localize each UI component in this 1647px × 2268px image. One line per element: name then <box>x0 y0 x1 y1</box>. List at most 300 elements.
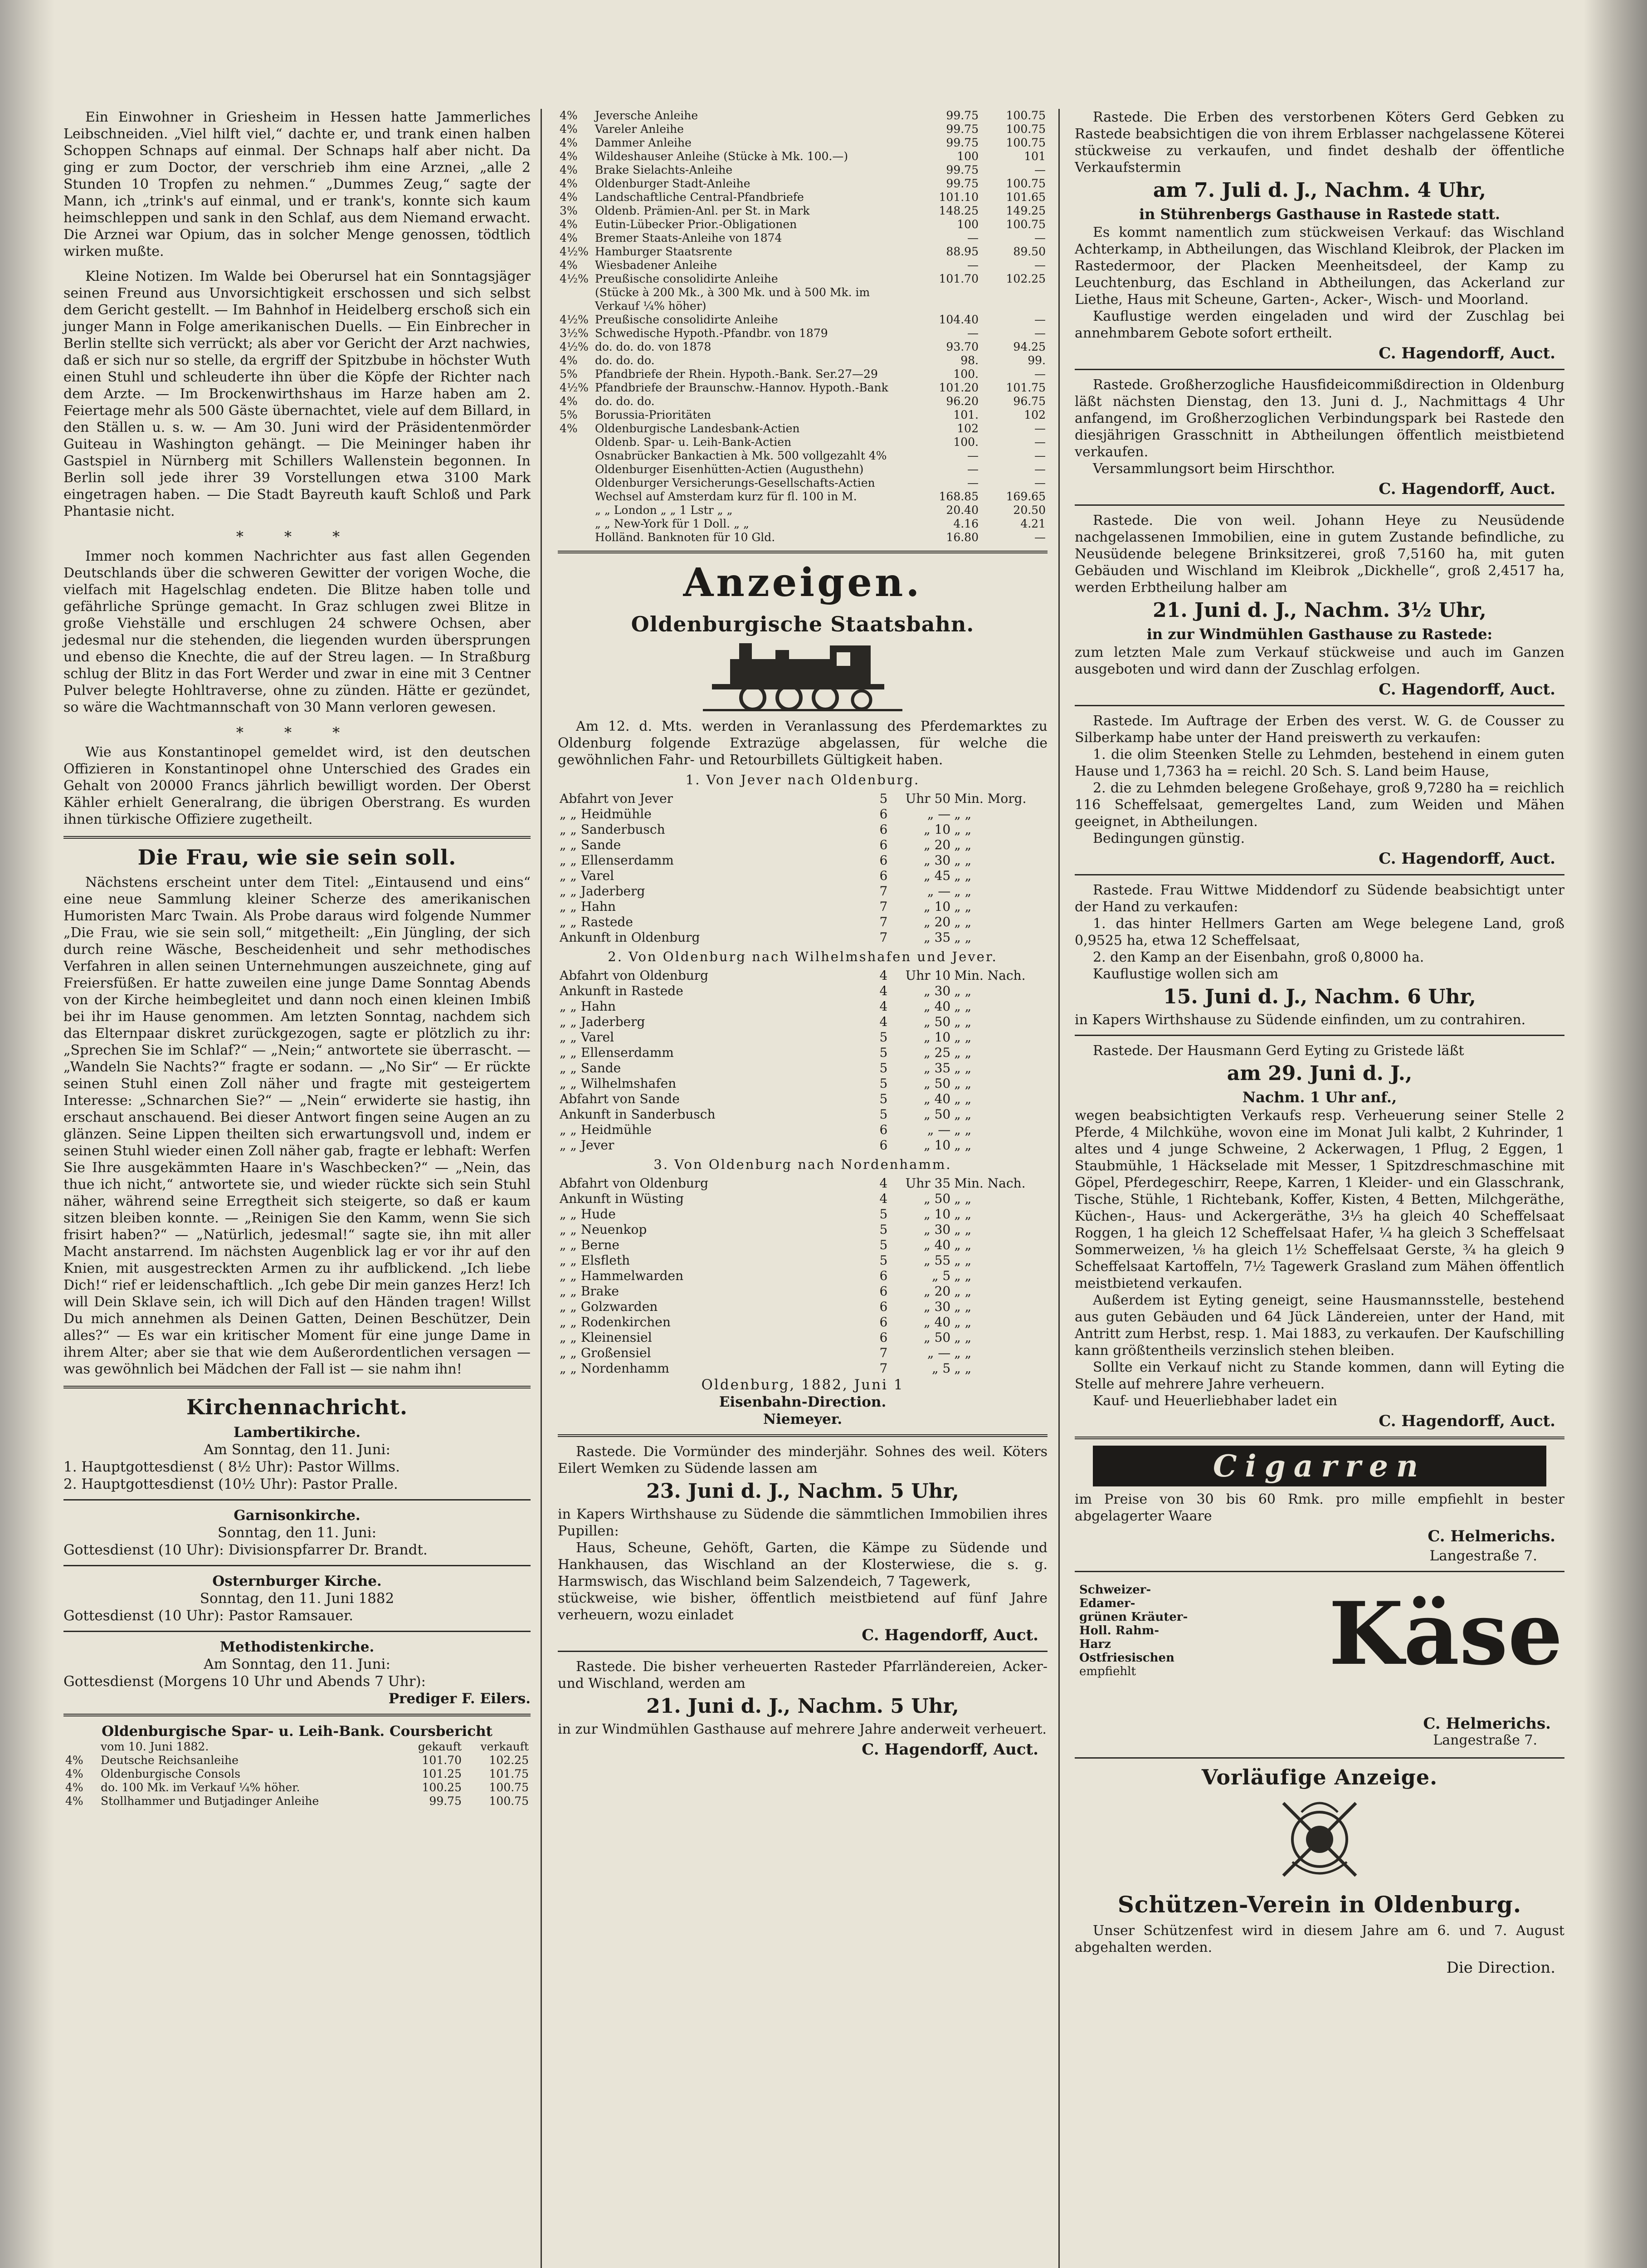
table-cell: 4 <box>879 1191 888 1206</box>
table-cell: Oldenburger Versicherungs-Gesellschafts-Actien <box>595 476 875 489</box>
church-date: Am Sonntag, den 11. Juni: <box>204 1656 390 1672</box>
table-cell: „ „ <box>954 930 972 945</box>
table-row <box>558 1253 1048 1268</box>
table-cell: 101.75 <box>1006 381 1046 394</box>
ad-heye-place: in zur Windmühlen Gasthause zu Rastede: <box>1146 626 1493 643</box>
table-row <box>558 791 1048 807</box>
ad-middendorf-date: 15. Juni d. J., Nachm. 6 Uhr, <box>1163 985 1476 1008</box>
ad-middendorf-intro: Rastede. Frau Wittwe Middendorf zu Südende beabsichtigt unter der Hand zu verkaufen: <box>1075 882 1564 915</box>
ad-middendorf-terms: Kauflustige wollen sich am <box>1093 966 1279 982</box>
ad-wemken-date: 23. Juni d. J., Nachm. 5 Uhr, <box>646 1480 959 1503</box>
table-cell: 98. <box>960 354 979 367</box>
table-cell: — <box>967 449 979 462</box>
table-cell: 4% <box>560 395 578 408</box>
cigarren-text: im Preise von 30 bis 60 Rmk. pro mille empfiehlt in bester abgelagerter Waare <box>1075 1491 1564 1524</box>
table-cell <box>558 490 593 503</box>
church-name: Methodistenkirche. <box>219 1639 375 1655</box>
divider <box>1075 705 1564 706</box>
church-date: Am Sonntag, den 11. Juni: <box>204 1442 390 1458</box>
table-row <box>558 122 1048 136</box>
table-cell: 6 <box>879 1268 888 1283</box>
cigarren-address: Langestraße 7. <box>1429 1548 1537 1564</box>
church-service: 1. Hauptgottesdienst ( 8½ Uhr): Pastor Willms. <box>63 1459 400 1475</box>
table-row <box>558 853 1048 868</box>
table-cell: 4½% <box>560 313 589 326</box>
table-cell: 4% <box>560 191 578 204</box>
table-cell: „ „ Varel <box>560 868 614 883</box>
table-row <box>558 150 1048 163</box>
table-cell: 99. <box>1028 354 1046 367</box>
table-cell: 100.75 <box>1006 109 1046 122</box>
column-3 <box>1075 109 1564 1979</box>
article-kleine-notizen: Kleine Notizen. Im Walde bei Oberursel hat ein Sonntagsjäger seinen Freund aus Unvorsichtigkeit erschossen und sich selbst dem Gericht gestellt. — Im Bahnhof in Heidelberg erschoß sich ein junger Mann in Folge amerikanischen Duells. — Ein Einbrecher in Berlin stellte sich verrückt; als aber vor Gericht der Arzt nachwies, daß er sich nur so stelle, da ergriff der Spitzbube in höchster Wuth einen Stuhl und schleuderte ihn über die Köpfe der Richter nach dem Arzte. — Im Brockenwirthshaus im Harze haben am 2. Feiertage mehr als 500 Gäste übernachtet, viele auf dem Billard, in den Ställen u. s. w. — Am 30. Juni wird der Präsidentenmörder Guiteau in Washington gehängt. — Die Meininger haben ihr Gastspiel in Nürnberg mit Schillers Wallenstein begonnen. In Berlin soll jede ihrer 39 Vorstellungen etwa 3100 Mark eingetragen haben. — Die Stadt Bayreuth kauft Schloß und Park Phantasie nicht. <box>63 269 531 519</box>
table-row <box>558 191 1048 204</box>
table-cell: Oldenburger Stadt-Anleihe <box>595 177 750 190</box>
ad-wemken-intro: Rastede. Die Vormünder des minderjähr. Sohnes des weil. Köters Eilert Wemken zu Südende lassen am <box>558 1444 1048 1476</box>
column-rule <box>541 109 542 2268</box>
table-cell: 4 <box>879 999 888 1014</box>
ad-eyting-invite: Kauf- und Heuerliebhaber ladet ein <box>1093 1393 1337 1409</box>
table-cell: 20.50 <box>1013 503 1046 517</box>
divider <box>1075 1035 1564 1036</box>
table-row <box>558 245 1048 259</box>
table-cell: Wildeshauser Anleihe (Stücke à Mk. 100.—) <box>595 150 848 163</box>
table-row <box>558 327 1048 340</box>
table-cell: „ 50 <box>924 1076 951 1091</box>
kaese-variety: grünen Kräuter- <box>1079 1610 1188 1624</box>
church-garnison <box>63 1507 531 1559</box>
table-row <box>558 218 1048 231</box>
divider <box>558 1434 1048 1437</box>
table-cell: „ „ <box>954 914 972 929</box>
table-row <box>558 1122 1048 1138</box>
table-cell: 5 <box>879 1030 888 1045</box>
table-row <box>558 490 1048 503</box>
table-row <box>63 1767 531 1781</box>
column-2 <box>558 109 1048 1760</box>
table-cell: 4½% <box>560 340 589 353</box>
table-cell: „ „ <box>954 1191 972 1206</box>
table-cell: „ 40 <box>924 1091 951 1106</box>
ad-gebken-intro: Rastede. Die Erben des verstorbenen Köters Gerd Gebken zu Rastede beabsichtigen die von ihrem Erblasser nachgelassene Köterei stückweise zu verkaufen, und findet deshalb der öffentliche Verkaufstermin <box>1075 109 1564 176</box>
table-cell: 5 <box>879 1207 888 1222</box>
table-cell: „ „ Jever <box>560 1138 614 1153</box>
divider <box>1075 1571 1564 1572</box>
table-cell: Jeversche Anleihe <box>595 109 698 122</box>
table-row <box>558 822 1048 837</box>
table-cell: 6 <box>879 1330 888 1345</box>
ad-eyting-stelle: Außerdem ist Eyting geneigt, seine Hausmannsstelle, bestehend aus guten Gebäuden und 64 Jück Ländereien, unter der Hand, mit Antritt zum Herbst, resp. 1. Mai 1883, zu verkaufen. Der Kaufschilling kann größtentheils verzinslich stehen bleiben. <box>1075 1292 1564 1359</box>
table-cell: „ „ <box>954 1315 972 1330</box>
table-cell: 5% <box>560 367 578 381</box>
table-row <box>63 1794 531 1808</box>
table-row <box>558 259 1048 272</box>
ad-cousser-intro: Rastede. Im Auftrage der Erben des verst. W. G. de Cousser zu Silberkamp habe unter der Hand preiswerth zu verkaufen: <box>1075 713 1564 746</box>
kaese-ad <box>1075 1579 1564 1751</box>
table-cell: „ 30 <box>924 853 951 868</box>
sell-cell: 100.75 <box>489 1794 529 1808</box>
table-cell: 99.75 <box>946 122 979 136</box>
table-cell: „ 40 <box>924 999 951 1014</box>
table-cell: 4% <box>560 136 578 149</box>
table-cell: Pfandbriefe der Rhein. Hypoth.-Bank. Ser.27—29 <box>595 367 878 381</box>
table-cell: 4% <box>560 163 578 176</box>
ad-cousser-item: Bedingungen günstig. <box>1093 831 1245 846</box>
table-cell: „ „ Berne <box>560 1237 619 1252</box>
ad-signature: C. Hagendorff, Auct. <box>862 1626 1038 1644</box>
table-row <box>558 1091 1048 1107</box>
buy-cell: 101.70 <box>422 1754 462 1767</box>
divider <box>63 1499 531 1501</box>
rate-cell: 4% <box>65 1794 83 1808</box>
ad-gebken-terms: Kauflustige werden eingeladen und wird der Zuschlag bei annehmbarem Gebote sofort ertheilt. <box>1075 308 1564 341</box>
table-cell: „ „ <box>954 999 972 1014</box>
ad-signature: C. Hagendorff, Auct. <box>1379 680 1555 699</box>
table-cell: „ „ Großensiel <box>560 1345 651 1360</box>
table-row <box>558 340 1048 354</box>
table-cell: 6 <box>879 822 888 837</box>
table-cell: 4 <box>879 968 888 983</box>
table-cell: — <box>1034 163 1046 176</box>
table-row <box>558 435 1048 449</box>
table-cell: Holländ. Banknoten für 10 Gld. <box>595 531 775 544</box>
table-cell: 100.75 <box>1006 218 1046 231</box>
table-cell: „ 45 <box>924 868 951 883</box>
table-cell <box>558 449 593 463</box>
ad-heye-terms: zum letzten Male zum Verkauf stückweise und auch im Ganzen ausgeboten und wird dann der Zuschlag erfolgen. <box>1075 645 1564 677</box>
route-title: 1. Von Jever nach Oldenburg. <box>685 772 920 787</box>
table-cell: Ankunft in Wüsting <box>560 1191 684 1206</box>
table-cell: 6 <box>879 1315 888 1330</box>
table-cell: „ „ <box>954 853 972 868</box>
table-cell: 7 <box>879 1345 888 1360</box>
table-row <box>558 313 1048 327</box>
table-cell: 4% <box>560 177 578 190</box>
table-cell: „ „ Hammelwarden <box>560 1268 684 1283</box>
heading-anzeigen: Anzeigen. <box>683 560 922 606</box>
table-cell: „ „ <box>954 899 972 914</box>
ad-signature: C. Hagendorff, Auct. <box>1379 344 1555 362</box>
divider <box>63 1565 531 1566</box>
table-cell: 7 <box>879 884 888 899</box>
table-row <box>558 1268 1048 1284</box>
cigarren-banner: Cigarren <box>1093 1446 1546 1486</box>
table-cell: do. do. do. <box>595 354 655 367</box>
table-row <box>558 1014 1048 1030</box>
table-cell: (Stücke à 200 Mk., à 300 Mk. und à 500 Mk. im Verkauf ¼% höher) <box>595 286 870 313</box>
ad-cousser-item: 2. die zu Lehmden belegene Großehaye, groß 9,7280 ha = reichlich 116 Scheffelsaat, gemergeltes Land, zum Weiden und Mähen geeignet, in Abtheilungen. <box>1075 780 1564 830</box>
table-cell: 5 <box>879 1061 888 1075</box>
ad-eyting-heuer: Sollte ein Verkauf nicht zu Stande kommen, dann will Eyting die Stelle auf mehrere Jahre verheuern. <box>1075 1359 1564 1392</box>
bank-header-cell: verkauft <box>480 1740 529 1753</box>
table-row <box>558 1138 1048 1153</box>
table-cell: „ 10 <box>924 1207 951 1222</box>
table-row <box>558 109 1048 122</box>
table-cell: 4% <box>560 150 578 163</box>
table-cell: 104.40 <box>939 313 979 326</box>
divider <box>63 1631 531 1632</box>
ad-gebken-date: am 7. Juli d. J., Nachm. 4 Uhr, <box>1153 179 1486 202</box>
table-cell: „ „ <box>954 1253 972 1268</box>
table-cell: „ „ <box>954 1222 972 1237</box>
table-cell: 102.25 <box>1006 272 1046 285</box>
table-row <box>558 899 1048 914</box>
table-row <box>558 163 1048 177</box>
sell-cell: 102.25 <box>489 1754 529 1767</box>
table-cell: 4.21 <box>1020 517 1046 530</box>
table-cell: 93.70 <box>946 340 979 353</box>
table-cell: 5 <box>879 1237 888 1252</box>
table-cell: 6 <box>879 837 888 852</box>
table-cell: 149.25 <box>1006 204 1046 217</box>
table-cell: „ „ Varel <box>560 1030 614 1045</box>
table-cell <box>558 503 593 517</box>
ad-wemken-items: Haus, Scheune, Gehöft, Garten, die Kämpe zu Südende und Hankhausen, das Wischland an der Klosterwiese, die s. g. Harmswisch, das Wischland beim Salzendeich, 7 Tagewerk, <box>558 1540 1048 1589</box>
table-cell: „ „ <box>954 1030 972 1045</box>
table-row <box>558 968 1048 983</box>
table-cell: 4% <box>560 422 578 435</box>
table-cell: „ 30 <box>924 983 951 998</box>
table-cell: Wechsel auf Amsterdam kurz für fl. 100 in M. <box>595 490 857 503</box>
table-cell: „ 50 <box>924 1107 951 1122</box>
table-cell: 96.75 <box>1013 395 1046 408</box>
rate-cell: 4% <box>65 1754 83 1767</box>
table-cell: „ „ Nordenhamm <box>560 1361 669 1376</box>
table-cell: — <box>1034 435 1046 449</box>
table-cell: „ „ New-York für 1 Doll. „ „ <box>595 517 749 530</box>
table-cell <box>558 435 593 449</box>
divider <box>1075 874 1564 875</box>
table-cell: 3½% <box>560 327 589 340</box>
church-preacher: Prediger F. Eilers. <box>388 1691 531 1707</box>
separator-stars: * * * <box>236 724 358 741</box>
table-row <box>558 449 1048 463</box>
table-cell: — <box>1034 313 1046 326</box>
table-cell: „ „ Wilhelmshafen <box>560 1076 677 1091</box>
table-cell: Schwedische Hypoth.-Pfandbr. von 1879 <box>595 327 828 340</box>
ad-pfarr-place: in zur Windmühlen Gasthause auf mehrere Jahre anderweit verheuert. <box>558 1721 1047 1737</box>
table-cell: 4½% <box>560 272 589 285</box>
table-cell: Uhr 50 <box>905 791 951 806</box>
table-cell: — <box>967 327 979 340</box>
table-cell: 5 <box>879 1253 888 1268</box>
table-cell: 96.20 <box>946 395 979 408</box>
table-row <box>558 1061 1048 1076</box>
table-cell: Abfahrt von Sande <box>560 1091 680 1106</box>
table-cell: „ „ <box>954 1045 972 1060</box>
table-cell: Ankunft in Oldenburg <box>560 930 700 945</box>
church-service: Gottesdienst (10 Uhr): Pastor Ramsauer. <box>63 1608 354 1624</box>
table-cell: „ 35 <box>924 930 951 945</box>
table-cell: Preußische consolidirte Anleihe <box>595 272 778 285</box>
kaese-signature: C. Helmerichs. <box>1423 1715 1551 1733</box>
table-cell: 7 <box>879 930 888 945</box>
church-service: Gottesdienst (Morgens 10 Uhr und Abends 7 Uhr): <box>63 1673 426 1690</box>
church-osternburg <box>63 1573 531 1624</box>
table-cell: 4 <box>879 983 888 998</box>
table-cell: „ 50 <box>924 1191 951 1206</box>
table-cell: 4% <box>560 354 578 367</box>
table-cell: 5 <box>879 1222 888 1237</box>
table-row <box>558 930 1048 945</box>
kaese-empfiehlt: empfiehlt <box>1079 1665 1136 1678</box>
table-cell <box>558 463 593 476</box>
table-row <box>558 868 1048 884</box>
table-cell: Uhr 10 <box>905 968 951 983</box>
table-cell: Dammer Anleihe <box>595 136 692 149</box>
table-cell: „ 10 <box>924 822 951 837</box>
column-1 <box>63 109 531 1808</box>
ad-middendorf-item: 2. den Kamp an der Eisenbahn, groß 0,8000 ha. <box>1093 949 1424 965</box>
ad-eyting-date: am 29. Juni d. J., <box>1227 1062 1413 1085</box>
table-cell: 6 <box>879 868 888 883</box>
table-cell: 5 <box>879 791 888 806</box>
table-cell: „ „ Brake <box>560 1284 619 1299</box>
rate-cell: 4% <box>65 1767 83 1780</box>
divider <box>1075 369 1564 370</box>
table-cell <box>558 476 593 490</box>
route-title: 3. Von Oldenburg nach Nordenhamm. <box>653 1157 952 1172</box>
table-cell: „ „ <box>954 1122 972 1137</box>
table-cell: „ „ <box>954 884 972 899</box>
article-gewitter: Immer noch kommen Nachrichter aus fast allen Gegenden Deutschlands über die schweren Gewitter der vorigen Woche, die vielfach mit Hagelschlag endeten. Die Blitze haben tolle und gefährliche Sprünge gemacht. In Graz schlugen zwei Blitze in große Viehställe und erschlugen 24 schwere Ochsen, aber jedesmal nur die stehenden, die liegenden wurden übersprungen und ebenso die Knechte, die auf der Streu lagen. — In Straßburg schlug der Blitz in das Fort Werder und zwar in eine mit 3 Centner Pulver belegte Hohltraverse, ohne zu zünden. Hätte er gezündet, so wäre die Wachtmannschaft von 30 Mann verloren gewesen. <box>63 548 531 715</box>
bank-date: vom 10. Juni 1882. <box>101 1740 209 1753</box>
table-cell: Vareler Anleihe <box>595 122 684 136</box>
ad-wemken-place: in Kapers Wirthshause zu Südende die sämmtlichen Immobilien ihres Pupillen: <box>558 1506 1048 1539</box>
table-cell: Bremer Staats-Anleihe von 1874 <box>595 231 782 244</box>
table-row <box>558 286 1048 313</box>
divider <box>1075 1437 1564 1439</box>
table-cell: Min. Morg. <box>954 791 1027 806</box>
name-cell: Stollhammer und Butjadinger Anleihe <box>101 1794 319 1808</box>
table-row <box>558 1222 1048 1237</box>
divider <box>1075 504 1564 506</box>
table-cell: „ 20 <box>924 837 951 852</box>
ad-cousser-item: 1. die olim Steenken Stelle zu Lehmden, bestehend in einem guten Hause und 1,7363 ha = reichl. 20 Sch. S. Land beim Hause, <box>1075 747 1564 779</box>
table-cell: Ankunft in Sanderbusch <box>560 1107 716 1122</box>
name-cell: do. 100 Mk. im Verkauf ¼% höher. <box>101 1781 300 1794</box>
table-cell: Osnabrücker Bankactien à Mk. 500 vollgezahlt 4% <box>595 449 887 462</box>
table-cell: „ „ Rodenkirchen <box>560 1315 671 1330</box>
table-cell: — <box>1034 422 1046 435</box>
sell-cell: 100.75 <box>489 1781 529 1794</box>
ad-eyting-intro: Rastede. Der Hausmann Gerd Eyting zu Gristede läßt <box>1093 1043 1464 1059</box>
table-cell: „ „ Hude <box>560 1207 616 1222</box>
table-cell: 99.75 <box>946 109 979 122</box>
buy-cell: 101.25 <box>422 1767 462 1780</box>
bahn-signature-name: Niemeyer. <box>763 1411 843 1427</box>
table-cell: 4% <box>560 218 578 231</box>
table-row <box>558 395 1048 408</box>
table-row <box>558 999 1048 1014</box>
table-row <box>63 1781 531 1794</box>
table-cell: 89.50 <box>1013 245 1046 258</box>
divider <box>63 836 531 839</box>
article-die-frau: Nächstens erscheint unter dem Titel: „Eintausend und eins“ eine neue Sammlung kleiner Scherze des amerikanischen Humoristen Marc Twain. Als Probe daraus wird folgende Nummer „Die Frau, wie sie sein soll,“ mitgetheilt: „Ein Jüngling, der sich durch reine Wäsche, Bescheidenheit und sehr methodisches Verfahren in allen seinen Unternehmungen auszeichnete, ging auf Freiersfüßen. Er hatte zuweilen eine junge Dame Sonntag Abends von der Kirche heimbegleitet und dann noch einen kleinen Imbiß bei ihr im Hause genommen. Am letzten Sonntag, nachdem sich das Elternpaar diskret zurückgezogen, sagte er plötzlich zu ihr: „Sprechen Sie im Schlaf?“ — „Nein;“ antwortete sie überrascht. — „Wandeln Sie Nachts?“ fragte er sodann. — „No Sir“ — Er rückte seinen Stuhl einen Zoll näher und fragte mit gesteigertem Interesse: „Schnarchen Sie?“ — „Nein“ erwiderte sie hastig, ihn erschaut anschauend. Bei dieser Antwort fingen seine Augen an zu glänzen. Seine Lippen theilten sich erwartungsvoll und, indem er seinen Stuhl wieder einen Zoll näher gab, fragte er lebhaft: Werfen Sie Ihre ausgekämmten Haare in's Waschbecken?“ — „Nein, das thue ich nicht,“ antwortete sie, und wieder rückte sich sein Stuhl näher, während seine Erregtheit sich steigerte, so daß er kaum sitzen bleiben konnte. — „Reinigen Sie den Kamm, wenn Sie sich frisirt haben?“ — „Natürlich, jedesmal!“ sagte sie, ihn mit aller Macht anstarrend. Im nächsten Augenblick lag er vor ihr auf den Knien, mit ausgestreckten Armen zu ihr aufblickend. „Ich liebe Dich!“ rief er leidenschaftlich. „Ich gebe Dir mein ganzes Herz! Ich will Dein Sklave sein, ich will Dich auf den Händen tragen! Willst Du mich annehmen als Deinen Gatten, Deinen Beschützer, Dein alles?“ — Es war ein kritischer Moment für eine junge Dame in ihrem Alter; aber sie that wie dem Außerordentlichen versagen — was gewöhnlich bei Mädchen der Fall ist — sie nahm ihn! <box>63 875 531 1377</box>
table-cell: „ „ <box>954 1076 972 1091</box>
table-cell: 99.75 <box>946 136 979 149</box>
heading-staatsbahn: Oldenburgische Staatsbahn. <box>631 612 975 636</box>
kaese-variety: Ostfriesischen <box>1079 1651 1174 1665</box>
table-cell: „ — <box>927 1345 951 1360</box>
newspaper-page <box>59 91 1578 2268</box>
ad-grasschnitt: Rastede. Großherzogliche Hausfideicommißdirection in Oldenburg läßt nächsten Dienstag, den 13. Juni d. J., Nachmittags 4 Uhr anfangend, im Großherzoglichen Verbindungspark bei Rastede den diesjährigen Grasschnitt in Abtheilungen öffentlich meistbietend verkaufen. <box>1075 377 1564 460</box>
church-date: Sonntag, den 11. Juni: <box>217 1525 377 1541</box>
table-cell: 6 <box>879 853 888 868</box>
table-cell: 5 <box>879 1045 888 1060</box>
ad-signature: C. Hagendorff, Auct. <box>862 1740 1038 1759</box>
table-cell: 4% <box>560 109 578 122</box>
table-cell: 99.75 <box>946 163 979 176</box>
table-cell: „ 30 <box>924 1222 951 1237</box>
table-cell: 101.70 <box>939 272 979 285</box>
table-cell: 4.16 <box>953 517 979 530</box>
table-cell: „ „ Heidmühle <box>560 1122 652 1137</box>
kaese-variety: Holl. Rahm- <box>1079 1624 1160 1637</box>
bank-header-cell: gekauft <box>418 1740 462 1753</box>
kaese-variety: Edamer- <box>1079 1597 1135 1610</box>
table-cell: 102 <box>957 422 979 435</box>
table-cell: „ „ Ellenserdamm <box>560 1045 674 1060</box>
table-cell: „ „ <box>954 1061 972 1075</box>
table-cell: „ „ <box>954 807 972 821</box>
table-cell: Brake Sielachts-Anleihe <box>595 163 733 176</box>
schuetzen-text: Unser Schützenfest wird in diesem Jahre am 6. und 7. August abgehalten werden. <box>1075 1923 1564 1955</box>
table-cell: Landschaftliche Central-Pfandbriefe <box>595 191 804 204</box>
ad-heye-intro: Rastede. Die von weil. Johann Heye zu Neusüdende nachgelassenen Immobilien, eine in gutem Zustande befindliche, zu Neusüdende belegene Brinksitzerei, groß 7,5160 ha, mit guten Gebäuden und Wischland im Kleibrok „Dickhelle“, groß 2,4517 ha, werden Erbtheilung halber am <box>1075 513 1564 596</box>
table-cell: Oldenburger Eisenhütten-Actien (Augusthehn) <box>595 463 864 476</box>
table-cell: „ 35 <box>924 1061 951 1075</box>
table-cell: „ 25 <box>924 1045 951 1060</box>
ad-grasschnitt-place: Versammlungsort beim Hirschthor. <box>1093 461 1335 477</box>
table-cell: Eutin-Lübecker Prior.-Obligationen <box>595 218 797 231</box>
table-cell: 7 <box>879 1361 888 1376</box>
table-cell: — <box>1034 449 1046 462</box>
table-cell: Ankunft in Rastede <box>560 983 683 998</box>
table-cell: 7 <box>879 914 888 929</box>
table-cell: 6 <box>879 807 888 821</box>
ad-heye-date: 21. Juni d. J., Nachm. 3½ Uhr, <box>1153 599 1486 622</box>
table-cell: Wiesbadener Anleihe <box>595 259 717 272</box>
table-cell: 4½% <box>560 381 589 394</box>
table-cell: 148.25 <box>939 204 979 217</box>
sell-cell: 101.75 <box>489 1767 529 1780</box>
table-cell: Oldenb. Spar- u. Leih-Bank-Actien <box>595 435 792 449</box>
ad-middendorf-item: 1. das hinter Hellmers Garten am Wege belegene Land, groß 0,9525 ha, etwa 12 Scheffelsaat, <box>1075 916 1564 948</box>
table-row <box>558 1030 1048 1045</box>
ad-wemken-terms: stückweise, wie bisher, öffentlich meistbietend auf fünf Jahre verheuern, wozu einladet <box>558 1590 1048 1623</box>
column-rule <box>1058 109 1060 2268</box>
table-cell: 4½% <box>560 245 589 258</box>
ad-signature: C. Hagendorff, Auct. <box>1379 480 1555 498</box>
table-cell: — <box>967 476 979 489</box>
bahn-intro: Am 12. d. Mts. werden in Veranlassung des Pferdemarktes zu Oldenburg folgende Extrazüge abgelassen, für welche die gewöhnlichen Fahr- und Retourbillets Gültigkeit haben. <box>558 719 1048 768</box>
kaese-word: Käse <box>1329 1583 1563 1684</box>
table-cell: 100. <box>953 435 979 449</box>
bank-table-header <box>63 1740 531 1754</box>
table-cell: „ 40 <box>924 1315 951 1330</box>
table-cell: — <box>1034 327 1046 340</box>
table-row <box>558 1315 1048 1330</box>
table-cell: „ „ Golzwarden <box>560 1299 658 1314</box>
table-row <box>558 408 1048 422</box>
table-cell <box>913 286 980 313</box>
table-cell: „ 10 <box>924 1030 951 1045</box>
table-cell: 101 <box>1024 150 1046 163</box>
kaese-variety: Harz <box>1079 1637 1111 1651</box>
table-cell: „ 55 <box>924 1253 951 1268</box>
table-cell: 169.65 <box>1006 490 1046 503</box>
